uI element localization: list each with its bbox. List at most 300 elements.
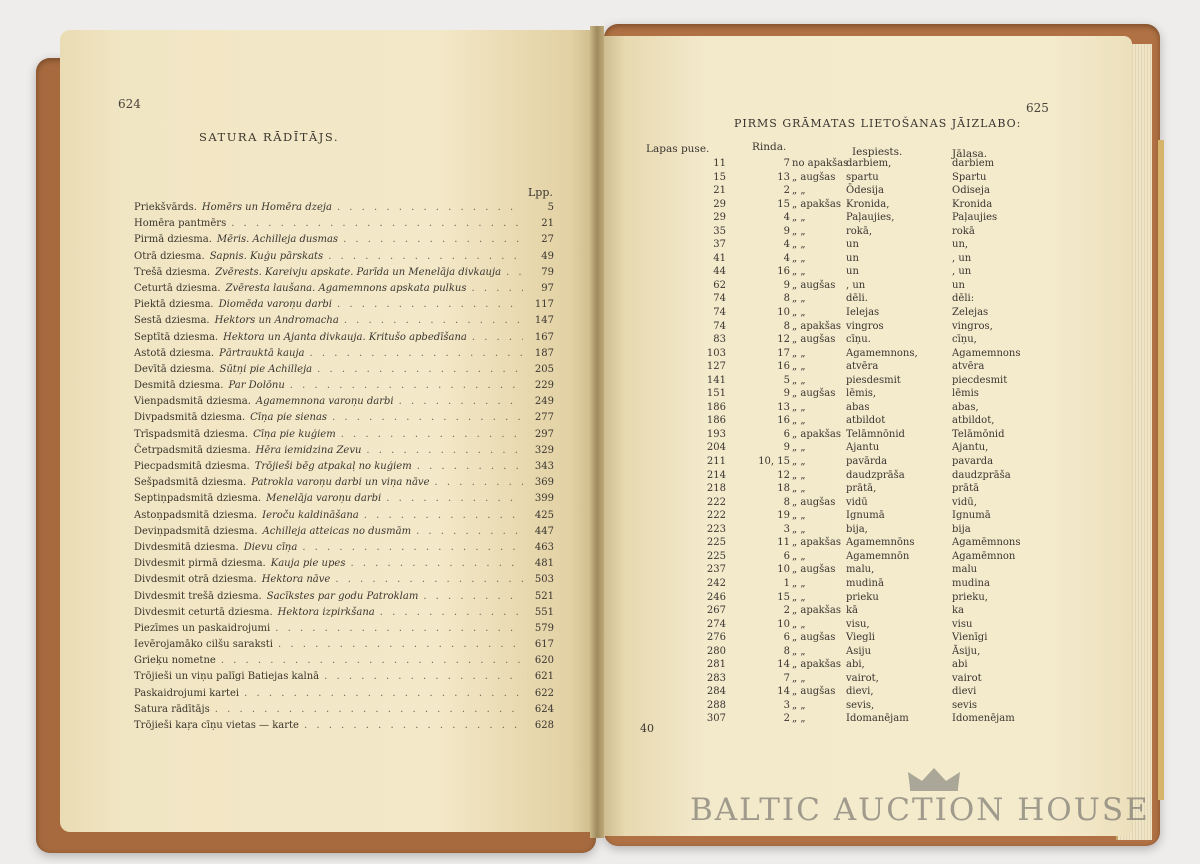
toc-entry-page: 21	[541, 218, 554, 230]
toc-entry	[134, 445, 554, 461]
errata-line: 2	[783, 185, 790, 197]
crown-icon	[906, 766, 962, 792]
toc-entry	[134, 234, 554, 250]
errata-printed: Agamemnōn	[846, 550, 910, 562]
errata-position: „ „	[792, 442, 806, 454]
errata-correction: piecdesmit	[952, 374, 1008, 386]
toc-leader-dots	[472, 283, 523, 294]
toc-entry	[134, 639, 554, 655]
toc-entry-page: 167	[534, 331, 554, 343]
errata-page: 267	[706, 605, 726, 617]
errata-page: 223	[706, 523, 726, 535]
errata-printed: un	[846, 266, 859, 278]
errata-printed: mudinā	[846, 577, 884, 589]
errata-line: 10	[777, 564, 790, 576]
toc-leader-dots	[221, 655, 523, 666]
toc-entry	[134, 267, 554, 283]
toc-entry-subtitle: Dievu cīņa	[243, 541, 298, 553]
errata-correction: lēmis	[952, 388, 979, 400]
toc-entry-subtitle: Par Dolōnu	[228, 380, 285, 392]
errata-page: 276	[706, 632, 726, 644]
errata-printed: malu,	[846, 564, 875, 576]
errata-printed: dēli.	[846, 293, 868, 305]
errata-row	[640, 334, 1060, 348]
errata-printed: spartu	[846, 171, 879, 183]
toc-entry-subtitle: Menelāja varoņu darbi	[266, 493, 382, 505]
toc-title: SATURA RĀDĪTĀJS.	[199, 130, 339, 144]
errata-page: 11	[713, 158, 726, 169]
toc-entry	[134, 218, 554, 234]
errata-printed: piesdesmit	[846, 374, 901, 386]
errata-row	[640, 388, 1060, 402]
errata-position: „ „	[792, 401, 806, 413]
errata-line: 8	[783, 320, 790, 332]
errata-page: 246	[706, 591, 726, 603]
errata-correction: atvēra	[952, 361, 985, 373]
toc-entry-label: Piecpadsmitā dziesma.	[134, 461, 250, 472]
errata-row	[640, 686, 1060, 700]
toc-entry	[134, 364, 554, 380]
errata-row	[640, 646, 1060, 660]
toc-leader-dots	[341, 429, 523, 440]
errata-position: „ augšas	[792, 334, 836, 346]
toc-entry-label: Satura rādītājs	[134, 703, 210, 715]
toc-entry-label: Piektā dziesma.	[134, 299, 214, 311]
toc-entry-label: Otrā dziesma.	[134, 250, 205, 262]
toc-leader-dots	[215, 704, 523, 715]
errata-row	[640, 564, 1060, 578]
errata-position: „ „	[792, 185, 806, 197]
errata-row	[640, 172, 1060, 186]
toc-leader-dots	[324, 671, 523, 682]
errata-correction: prieku,	[952, 591, 988, 603]
errata-line: 5	[783, 374, 790, 386]
toc-entry	[134, 396, 554, 412]
toc-entry-label: Astotā dziesma.	[134, 347, 215, 359]
errata-line: 4	[783, 212, 790, 224]
errata-correction: Paļaujies	[952, 212, 998, 224]
errata-position: „ apakšas	[792, 605, 841, 617]
errata-correction: Āsiju,	[952, 645, 981, 657]
errata-row	[640, 713, 1060, 727]
errata-printed: vairot,	[846, 672, 879, 684]
errata-correction: vingros,	[952, 320, 993, 332]
errata-correction: , un	[952, 266, 972, 278]
toc-leader-dots	[275, 623, 523, 634]
toc-entry	[134, 429, 554, 445]
errata-page: 211	[706, 456, 726, 468]
errata-printed: vidū	[846, 496, 868, 508]
toc-entry-page: 229	[534, 380, 554, 392]
errata-page: 288	[706, 699, 726, 711]
toc-entry-subtitle: Hektors un Andromacha	[214, 315, 339, 327]
toc-leader-dots	[278, 639, 523, 650]
errata-position: „ „	[792, 510, 806, 522]
errata-page: 218	[706, 483, 726, 495]
errata-line: 16	[777, 361, 790, 373]
errata-correction: atbildot,	[952, 415, 995, 427]
errata-line: 7	[783, 672, 790, 684]
errata-position: „ „	[792, 239, 806, 251]
toc-entry-label: Grieķu nometne	[134, 655, 216, 667]
toc-leader-dots	[380, 607, 523, 618]
toc-leader-dots	[304, 720, 523, 731]
toc-entry	[134, 380, 554, 396]
errata-page: 74	[713, 307, 726, 319]
toc-entry-label: Piezīmes un paskaidrojumi	[134, 622, 271, 634]
errata-line: 7	[783, 158, 790, 169]
errata-page: 193	[706, 428, 726, 440]
errata-position: „ „	[792, 266, 806, 278]
toc-entry-label: Divdesmit pirmā dziesma.	[134, 558, 266, 570]
toc-entry-subtitle: Zvēresta laušana. Agamemnons apskata pulkus	[225, 282, 467, 294]
errata-line: 8	[783, 496, 790, 508]
toc-entry-subtitle: Achilleja atteicas no dusmām	[262, 525, 412, 537]
errata-position: „ „	[792, 374, 806, 386]
toc-entry-label: Paskaidrojumi kartei	[134, 687, 240, 699]
toc-leader-dots	[364, 510, 523, 521]
errata-printed: abi,	[846, 659, 865, 671]
errata-page: 283	[706, 672, 726, 684]
errata-line: 6	[783, 550, 790, 562]
errata-row	[640, 483, 1060, 497]
errata-page: 35	[713, 225, 726, 237]
toc-entry-subtitle: Kauja pie upes	[270, 558, 346, 570]
toc-entry-subtitle: Sacīkstes par godu Patroklam	[266, 590, 419, 602]
errata-page: 307	[706, 713, 726, 725]
toc-entry-label: Trōjieši un viņu palīgi Batiejas kalnā	[134, 671, 320, 683]
toc-entry-label: Pirmā dziesma.	[134, 234, 212, 246]
toc-entry-page: 97	[541, 282, 554, 294]
toc-entry-label: Priekšvārds.	[134, 202, 197, 213]
errata-printed: atbildot	[846, 415, 886, 427]
toc-entry-page: 79	[541, 266, 554, 278]
errata-page: 141	[706, 374, 726, 386]
errata-row	[640, 537, 1060, 551]
toc-entry-label: Sešpadsmitā dziesma.	[134, 477, 247, 489]
toc-entry	[134, 461, 554, 477]
toc-leader-dots	[337, 299, 523, 310]
toc-entry-subtitle: Hektora izpirkšana	[277, 606, 375, 618]
toc-column-label: Lpp.	[528, 186, 553, 199]
errata-position: „ augšas	[792, 686, 836, 698]
errata-printed: Ōdesija	[846, 185, 884, 197]
toc-entry-page: 628	[534, 720, 554, 731]
toc-entry-page: 27	[541, 234, 554, 246]
errata-position: „ „	[792, 456, 806, 468]
toc-entry-label: Deviņpadsmitā dziesma.	[134, 525, 258, 537]
errata-page: 83	[713, 334, 726, 346]
toc-entry-subtitle: Pārtrauktā kauja	[219, 347, 305, 359]
errata-row	[640, 592, 1060, 606]
errata-line: 6	[783, 632, 790, 644]
errata-row	[640, 212, 1060, 226]
toc-entry-page: 343	[534, 461, 554, 472]
errata-row	[640, 293, 1060, 307]
errata-row	[640, 375, 1060, 389]
errata-page: 186	[706, 415, 726, 427]
toc-leader-dots	[335, 574, 523, 585]
errata-page: 29	[713, 212, 726, 224]
toc-entry	[134, 655, 554, 671]
errata-line: 13	[777, 171, 790, 183]
errata-position: „ apakšas	[792, 537, 841, 549]
errata-position: „ augšas	[792, 171, 836, 183]
toc-entry	[134, 493, 554, 509]
errata-position: „ augšas	[792, 632, 836, 644]
toc-leader-dots	[506, 267, 523, 278]
errata-position: „ „	[792, 307, 806, 319]
toc-entry-subtitle: Hektora un Ajanta divkauja. Kritušo apbedīšana	[223, 331, 467, 343]
errata-printed: Ajantu	[846, 442, 880, 454]
toc-entry	[134, 283, 554, 299]
toc-entry-label: Sestā dziesma.	[134, 315, 210, 327]
errata-correction: sevis	[952, 699, 978, 711]
errata-row	[640, 348, 1060, 362]
errata-correction: Agamēmnons	[952, 537, 1021, 549]
toc-entry-page: 49	[541, 250, 554, 262]
toc-entry-label: Ceturtā dziesma.	[134, 282, 221, 294]
errata-position: „ „	[792, 225, 806, 237]
errata-line: 18	[777, 483, 790, 495]
errata-printed: Agamemnōns	[846, 537, 915, 549]
toc-leader-dots	[386, 493, 523, 504]
errata-correction: Telāmōnid	[952, 428, 1005, 440]
toc-entry	[134, 526, 554, 542]
toc-leader-dots	[231, 218, 523, 229]
toc-entry-subtitle: Sūtņi pie Achilleja	[219, 363, 313, 375]
toc-entry-subtitle: Hektora nāve	[261, 574, 331, 586]
errata-printed: cīņu.	[846, 334, 871, 346]
errata-correction: Agamēmnon	[952, 550, 1016, 562]
errata-correction: Odiseja	[952, 185, 990, 197]
errata-printed: kā	[846, 605, 859, 617]
errata-printed: Agamemnons,	[846, 347, 918, 359]
errata-position: „ augšas	[792, 564, 836, 576]
toc-entry-page: 329	[534, 444, 554, 456]
errata-page: 222	[706, 496, 726, 508]
errata-printed: un	[846, 252, 859, 264]
errata-line: 9	[783, 279, 790, 291]
left-page-number: 624	[118, 97, 141, 111]
errata-line: 4	[783, 239, 790, 251]
errata-line: 2	[783, 713, 790, 725]
errata-printed: sevis,	[846, 699, 875, 711]
toc-entry-page: 205	[534, 363, 554, 375]
errata-line: 10, 15	[758, 456, 790, 468]
toc-entry-subtitle: Diomēda varoņu darbi	[218, 299, 333, 311]
errata-line: 15	[777, 198, 790, 210]
toc-entry-page: 249	[534, 396, 554, 408]
errata-correction: Idomenējam	[952, 713, 1015, 725]
toc-entry	[134, 477, 554, 493]
errata-position: „ „	[792, 293, 806, 305]
toc-entry	[134, 542, 554, 558]
errata-correction: Ajantu,	[952, 442, 989, 454]
errata-page: 225	[706, 537, 726, 549]
toc-entry-page: 463	[534, 541, 554, 553]
errata-printed: rokā,	[846, 225, 873, 237]
errata-printed: visu,	[846, 618, 870, 630]
errata-line: 9	[783, 442, 790, 454]
errata-line: 8	[783, 293, 790, 305]
errata-page: 15	[713, 171, 726, 183]
errata-line: 19	[777, 510, 790, 522]
errata-page: 214	[706, 469, 726, 481]
errata-correction: pavarda	[952, 456, 994, 468]
errata-printed: daudzprāša	[846, 469, 905, 481]
header-page: Lapas puse.	[646, 143, 710, 155]
errata-row	[640, 199, 1060, 213]
errata-position: „ „	[792, 550, 806, 562]
errata-correction: , un	[952, 252, 972, 264]
errata-position: „ „	[792, 699, 806, 711]
gilt-edge	[1158, 140, 1164, 800]
header-printed: Iespiests.	[852, 146, 903, 158]
errata-page: 225	[706, 550, 726, 562]
toc-entry-page: 425	[534, 509, 554, 521]
toc-entry	[134, 251, 554, 267]
toc-entry	[134, 412, 554, 428]
errata-page: 237	[706, 564, 726, 576]
toc-entry	[134, 558, 554, 574]
errata-page: 186	[706, 401, 726, 413]
errata-row	[640, 442, 1060, 456]
toc-entry-page: 297	[534, 428, 554, 440]
errata-position: „ apakšas	[792, 428, 841, 440]
toc-entry-subtitle: Mēris. Achilleja dusmas	[216, 234, 339, 246]
errata-printed: Viegli	[846, 632, 875, 644]
errata-printed: Asiju	[846, 645, 872, 657]
errata-correction: visu	[952, 618, 973, 630]
errata-row	[640, 605, 1060, 619]
toc-entry-subtitle: Patrokla varoņu darbi un viņa nāve	[251, 477, 430, 489]
errata-line: 1	[783, 577, 790, 589]
toc-entry-page: 551	[534, 606, 554, 618]
toc-leader-dots	[472, 332, 523, 343]
errata-line: 14	[777, 686, 790, 698]
errata-page: 151	[706, 388, 726, 400]
errata-correction: mudina	[952, 577, 990, 589]
toc-entry-label: Homēra pantmērs	[134, 218, 227, 230]
errata-correction: darbiem	[952, 158, 995, 169]
errata-row	[640, 524, 1060, 538]
errata-correction: abas,	[952, 401, 979, 413]
toc-entry	[134, 704, 554, 720]
toc-entry-label: Septiņpadsmitā dziesma.	[134, 493, 262, 505]
errata-position: „ „	[792, 523, 806, 535]
errata-row	[640, 280, 1060, 294]
toc-entry-subtitle: Trōjieši bēg atpakaļ no kuģiem	[254, 461, 412, 472]
toc-entry-subtitle: Homērs un Homēra dzeja	[201, 202, 332, 213]
toc-entry-label: Divdesmit otrā dziesma.	[134, 574, 257, 586]
errata-row	[640, 429, 1060, 443]
errata-position: no apakšas	[792, 158, 849, 169]
errata-printed: prātā,	[846, 483, 877, 495]
errata-row	[640, 619, 1060, 633]
errata-position: „ apakšas	[792, 320, 841, 332]
errata-position: „ „	[792, 713, 806, 725]
errata-line: 15	[777, 591, 790, 603]
header-read: Jālasa.	[952, 148, 988, 160]
errata-correction: Kronida	[952, 198, 993, 210]
errata-correction: vidū,	[952, 496, 977, 508]
toc-entry-page: 147	[534, 315, 554, 327]
errata-row	[640, 307, 1060, 321]
errata-position: „ „	[792, 469, 806, 481]
toc-entry-label: Trōjieši kaŗa cīņu vietas — karte	[134, 720, 299, 731]
toc-entry	[134, 315, 554, 331]
errata-row	[640, 497, 1060, 511]
errata-page: 62	[713, 279, 726, 291]
toc-entry-subtitle: Hēra iemidzina Zevu	[255, 444, 362, 456]
errata-page: 280	[706, 645, 726, 657]
toc-entry-subtitle: Cīņa pie sienas	[250, 412, 328, 424]
errata-line: 16	[777, 415, 790, 427]
toc-leader-dots	[310, 348, 523, 359]
errata-position: „ apakšas	[792, 198, 841, 210]
toc-leader-dots	[328, 251, 523, 262]
errata-correction: abi	[952, 659, 968, 671]
errata-printed: Ielejas	[846, 307, 880, 319]
errata-correction: dēli:	[952, 293, 975, 305]
errata-line: 10	[777, 618, 790, 630]
toc-leader-dots	[344, 315, 523, 326]
errata-printed: Telāmnōnid	[846, 428, 905, 440]
toc-entry-page: 521	[534, 590, 554, 602]
errata-page: 74	[713, 293, 726, 305]
errata-row	[640, 470, 1060, 484]
errata-page: 44	[713, 266, 726, 278]
errata-printed: vingros	[846, 320, 884, 332]
errata-correction: bija	[952, 523, 971, 535]
toc-entry	[134, 510, 554, 526]
toc-entry-label: Desmitā dziesma.	[134, 380, 224, 392]
toc-entry	[134, 299, 554, 315]
errata-position: „ „	[792, 672, 806, 684]
errata-page: 103	[706, 347, 726, 359]
errata-row	[640, 321, 1060, 335]
errata-printed: atvēra	[846, 361, 879, 373]
toc-entry	[134, 574, 554, 590]
toc-entry-page: 369	[534, 477, 554, 489]
toc-entry-page: 617	[534, 639, 554, 651]
toc-entry-subtitle: Cīņa pie kuģiem	[253, 428, 336, 440]
errata-printed: abas	[846, 401, 870, 413]
toc-leader-dots	[417, 461, 523, 472]
toc-entry-page: 117	[534, 299, 554, 311]
errata-correction: vairot	[952, 672, 982, 684]
toc-leader-dots	[337, 202, 523, 213]
errata-line: 17	[777, 347, 790, 359]
errata-correction: Spartu	[952, 171, 987, 183]
errata-printed: , un	[846, 279, 866, 291]
errata-line: 12	[777, 334, 790, 346]
toc-entry	[134, 591, 554, 607]
errata-line: 6	[783, 428, 790, 440]
toc-leader-dots	[366, 445, 523, 456]
right-page-number: 625	[1026, 101, 1049, 115]
errata-printed: Paļaujies,	[846, 212, 895, 224]
errata-correction: prātā	[952, 483, 980, 495]
errata-page: 41	[713, 252, 726, 264]
errata-printed: prieku	[846, 591, 879, 603]
signature-mark: 40	[640, 722, 654, 735]
toc-entry-subtitle: Ieroču kaldināšana	[262, 509, 359, 521]
toc-entry	[134, 332, 554, 348]
toc-entry-page: 622	[534, 687, 554, 699]
errata-page: 242	[706, 577, 726, 589]
